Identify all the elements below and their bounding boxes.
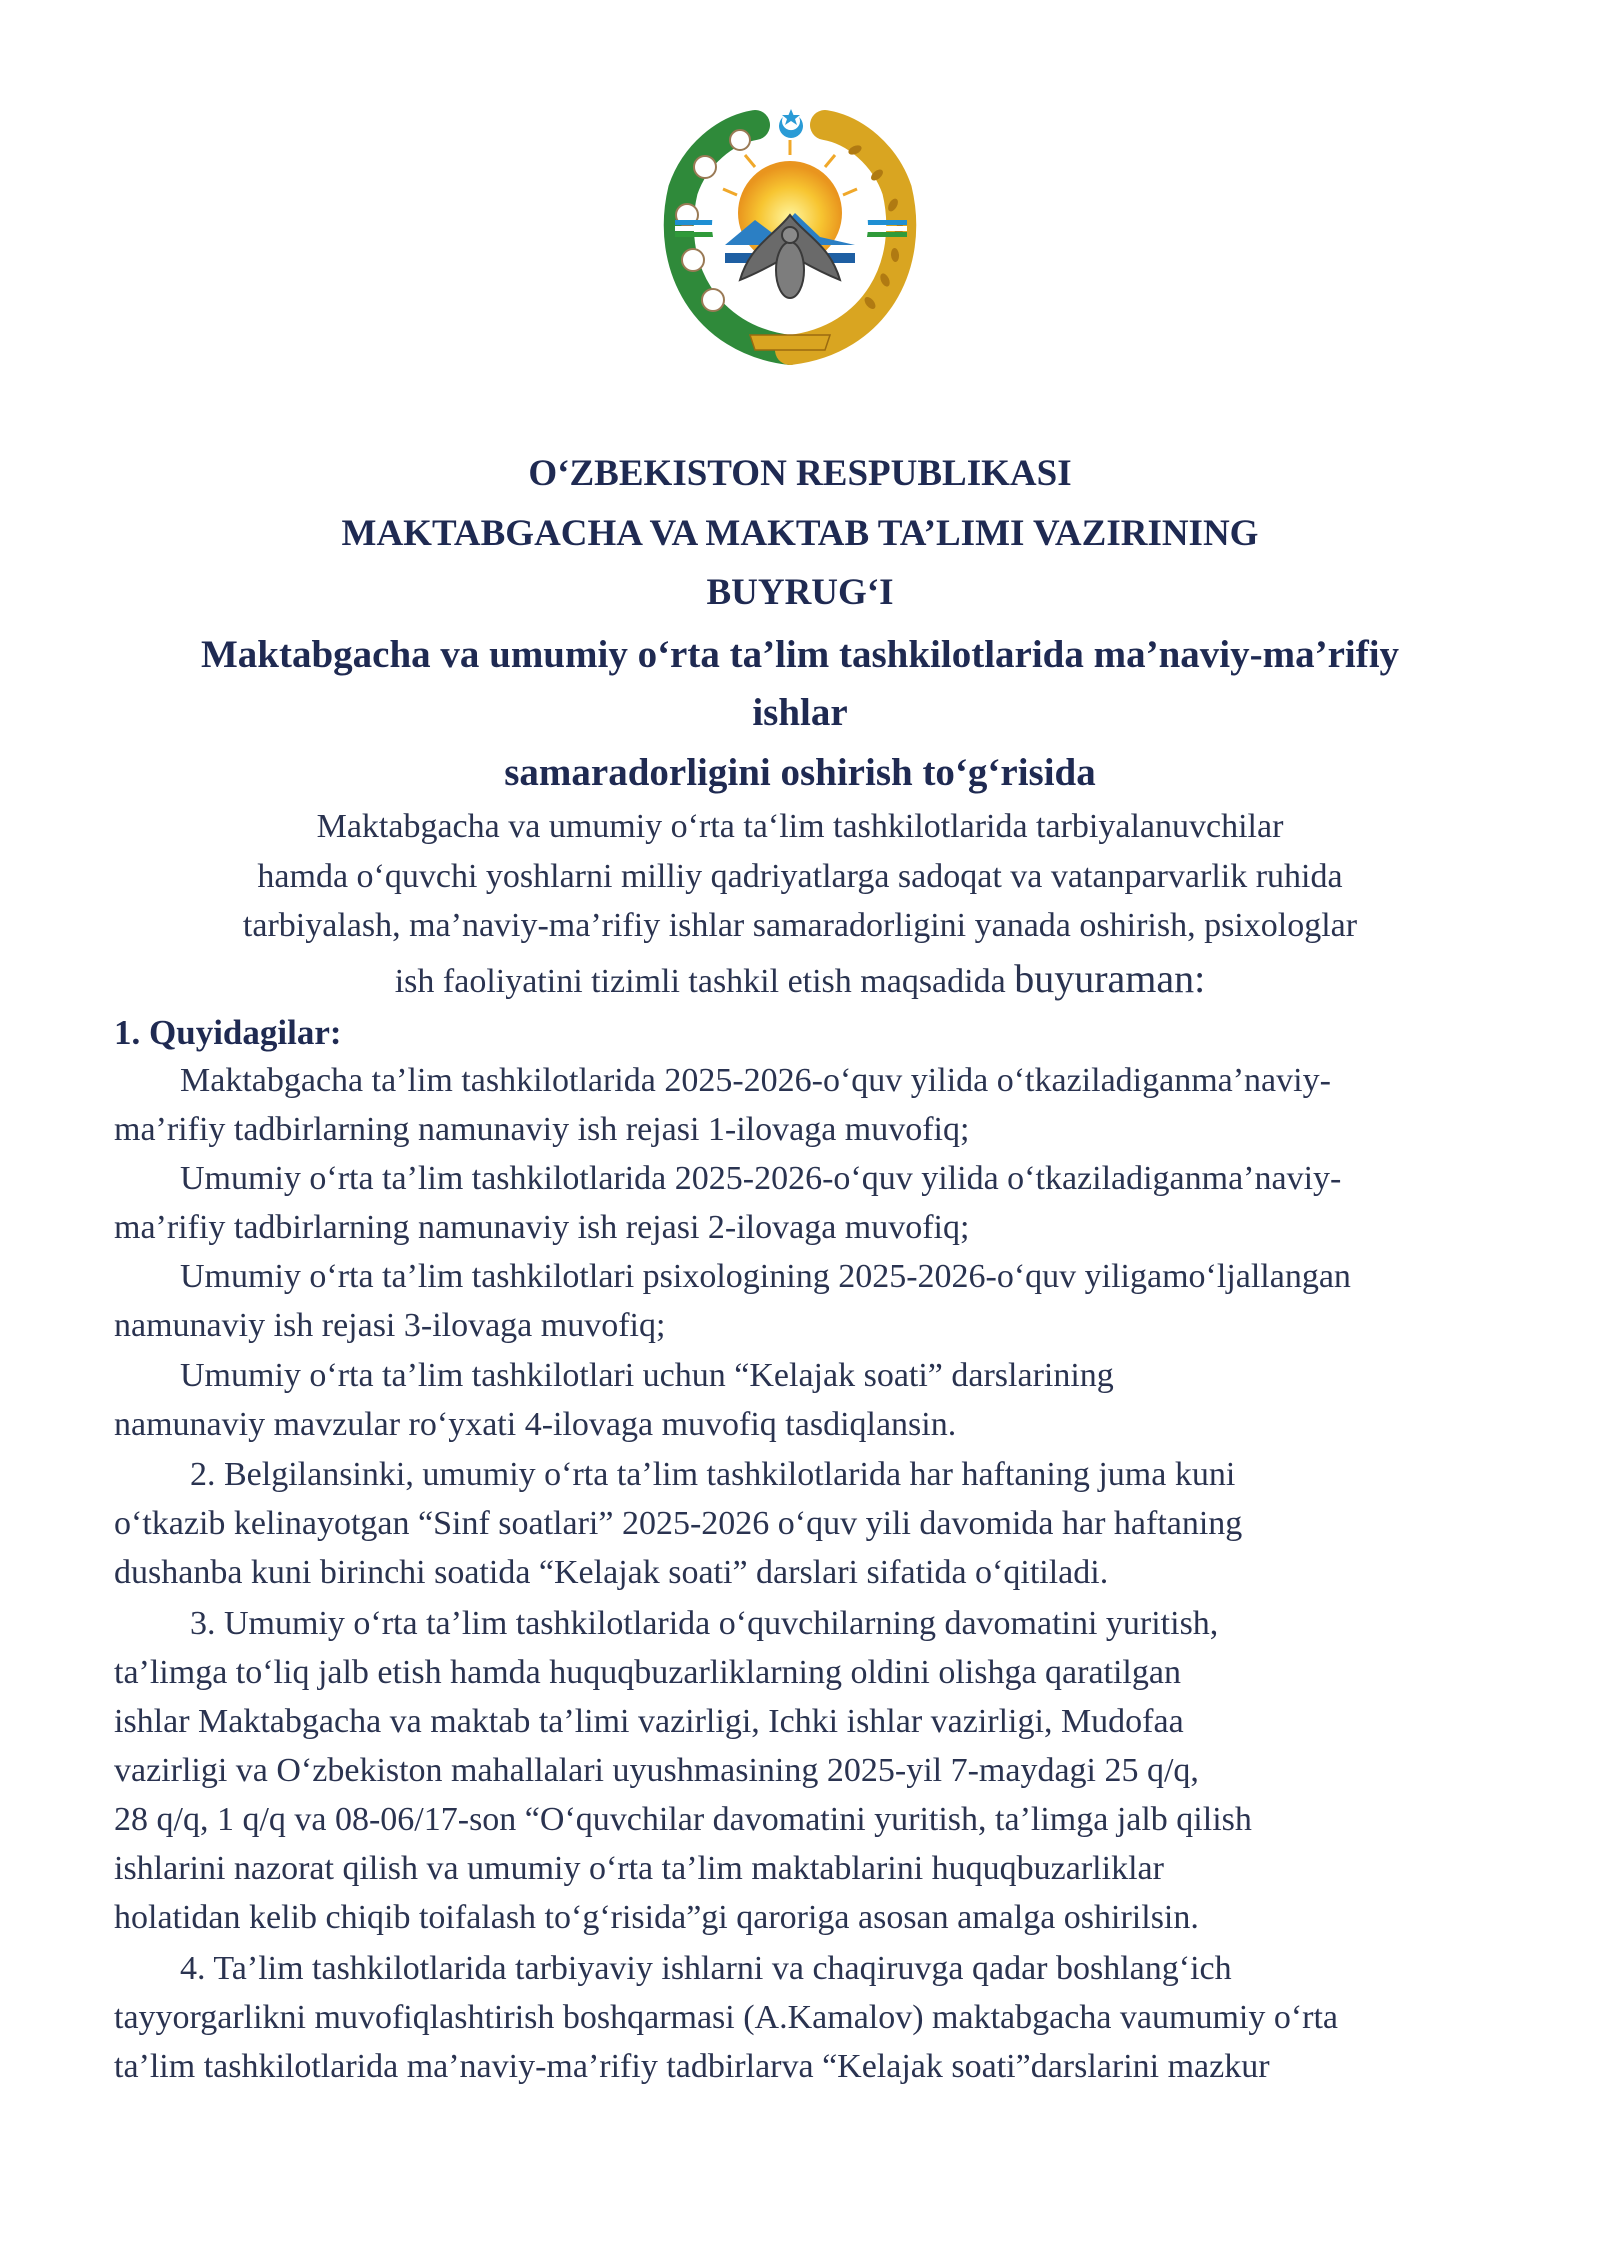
body-line: o‘tkazib kelinayotgan “Sinf soatlari” 2025-2026 o‘quv yili davomida har haftaning — [114, 1505, 1243, 1542]
body-line: Umumiy o‘rta ta’lim tashkilotlari uchun “Kelajak soati” darslarining — [180, 1357, 1114, 1394]
body-line: holatidan kelib chiqib toifalash to‘g‘risida”gi qaroriga asosan amalga oshirilsin. — [114, 1899, 1199, 1936]
body-line: 2. Belgilansinki, umumiy o‘rta ta’lim tashkilotlarida har haftaning juma kuni — [190, 1456, 1236, 1493]
body-line: ma’rifiy tadbirlarning namunaviy ish rejasi 2-ilovaga muvofiq; — [114, 1209, 970, 1246]
body-line: vazirligi va O‘zbekiston mahallalari uyushmasining 2025-yil 7-maydagi 25 q/q, — [114, 1752, 1199, 1789]
state-emblem-icon — [655, 95, 925, 365]
intro-line4-text: ish faoliyatini tizimli tashkil etish maqsadida — [394, 963, 1015, 1000]
heading-subject-line1: Maktabgacha va umumiy o‘rta ta’lim tashkilotlarida ma’naviy-ma’rifiy — [200, 633, 1400, 676]
body-line: ta’limga to‘liq jalb etish hamda huquqbuzarliklarning oldini olishga qaratilgan — [114, 1654, 1181, 1691]
body-line: tayyorgarlikni muvofiqlashtirish boshqarmasi (A.Kamalov) maktabgacha vaumumiy o‘rta — [114, 1999, 1339, 2036]
body-line: ma’rifiy tadbirlarning namunaviy ish rejasi 1-ilovaga muvofiq; — [114, 1111, 970, 1148]
heading-subject-line2: ishlar — [752, 691, 848, 734]
body-line: ta’lim tashkilotlarida ma’naviy-ma’rifiy tadbirlarva “Kelajak soati”darslarini mazkur — [114, 2048, 1270, 2085]
body-line: Umumiy o‘rta ta’lim tashkilotlarida 2025-2026-o‘quv yilida o‘tkaziladiganma’naviy- — [180, 1160, 1342, 1197]
body-line: 3. Umumiy o‘rta ta’lim tashkilotlarida o‘quvchilarning davomatini yuritish, — [190, 1605, 1219, 1642]
heading-subject-line3: samaradorligini oshirish to‘g‘risida — [504, 751, 1096, 794]
intro-line3: tarbiyalash, ma’naviy-ma’rifiy ishlar samaradorligini yanada oshirish, psixologlar — [242, 907, 1358, 944]
section-1-title: 1. Quyidagilar: — [114, 1013, 342, 1052]
heading-ministry: MAKTABGACHA VA MAKTAB TA’LIMI VAZIRINING — [341, 513, 1259, 554]
intro-directive: buyuraman: — [1014, 956, 1206, 1001]
body-line: 28 q/q, 1 q/q va 08-06/17-son “O‘quvchilar davomatini yuritish, ta’limga jalb qilish — [114, 1801, 1252, 1838]
intro-line4 — [60, 955, 1540, 1002]
intro-line1: Maktabgacha va umumiy o‘rta ta‘lim tashkilotlarida tarbiyalanuvchilar — [316, 808, 1284, 845]
body-line: dushanba kuni birinchi soatida “Kelajak soati” darslari sifatida o‘qitiladi. — [114, 1554, 1109, 1591]
heading-order: BUYRUG‘I — [706, 572, 894, 613]
body-line: Umumiy o‘rta ta’lim tashkilotlari psixologining 2025-2026-o‘quv yiligamo‘ljallangan — [180, 1258, 1351, 1295]
heading-republic: O‘ZBEKISTON RESPUBLIKASI — [528, 453, 1072, 494]
intro-line2: hamda o‘quvchi yoshlarni milliy qadriyatlarga sadoqat va vatanparvarlik ruhida — [257, 858, 1343, 895]
body-line: ishlarini nazorat qilish va umumiy o‘rta ta’lim maktablarini huquqbuzarliklar — [114, 1850, 1164, 1887]
body-line: 4. Ta’lim tashkilotlarida tarbiyaviy ishlarni va chaqiruvga qadar boshlang‘ich — [180, 1950, 1232, 1987]
body-line: ishlar Maktabgacha va maktab ta’limi vazirligi, Ichki ishlar vazirligi, Mudofaa — [114, 1703, 1184, 1740]
body-line: namunaviy ish rejasi 3-ilovaga muvofiq; — [114, 1307, 666, 1344]
body-line: namunaviy mavzular ro‘yxati 4-ilovaga muvofiq tasdiqlansin. — [114, 1406, 957, 1443]
body-line: Maktabgacha ta’lim tashkilotlarida 2025-2026-o‘quv yilida o‘tkaziladiganma’naviy- — [180, 1062, 1331, 1099]
